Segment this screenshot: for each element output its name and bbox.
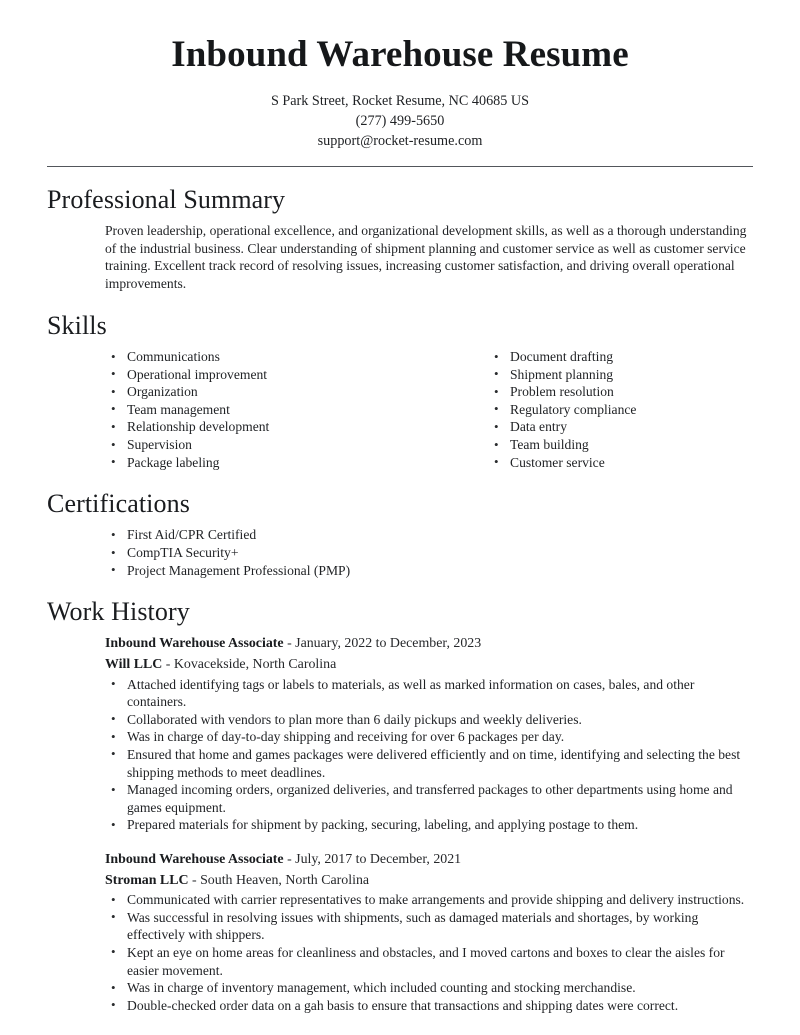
skills-list-right bbox=[488, 348, 753, 471]
section-title-work-history: Work History bbox=[47, 597, 190, 627]
list-item: • First Aid/CPR Certified bbox=[105, 526, 753, 544]
list-item: • Team building bbox=[488, 436, 753, 454]
section-work-history bbox=[47, 596, 753, 1014]
list-item: • Customer service bbox=[488, 454, 753, 472]
summary-text: Proven leadership, operational excellence, and organizational development skills, as well as a thorough understanding of the industrial business. Clear understanding of shipment planning and customer service as well as customer service training. Excellent track record of resolving issues, increasing customer satisfaction, and driving overall operational improvements. bbox=[105, 222, 747, 292]
list-item: • Prepared materials for shipment by packing, securing, labeling, and applying postage to them. bbox=[105, 816, 753, 834]
certifications-body bbox=[47, 526, 753, 579]
list-item: • Kept an eye on home areas for cleanliness and obstacles, and I moved cartons and boxes to clear the aisles for easier movement. bbox=[105, 944, 753, 979]
section-certifications bbox=[47, 488, 753, 579]
job-dates: - July, 2017 to December, 2021 bbox=[287, 851, 462, 867]
list-item: • Communications bbox=[105, 348, 429, 366]
list-item: • Project Management Professional (PMP) bbox=[105, 562, 753, 580]
job-title-line bbox=[105, 850, 753, 871]
certifications-list bbox=[105, 526, 753, 579]
summary-body bbox=[47, 222, 753, 293]
work-history-body bbox=[47, 634, 753, 1014]
job-bullets-list bbox=[105, 891, 753, 1014]
section-skills bbox=[47, 310, 753, 471]
job-company: Will LLC bbox=[105, 657, 163, 673]
list-item: • Organization bbox=[105, 383, 429, 401]
list-item: • Managed incoming orders, organized deliveries, and transferred packages to other departments using home and games equipment. bbox=[105, 781, 753, 816]
job-title: Inbound Warehouse Associate bbox=[105, 636, 284, 652]
section-title-certifications: Certifications bbox=[47, 489, 190, 519]
job-company-line bbox=[105, 655, 753, 676]
list-item: • Problem resolution bbox=[488, 383, 753, 401]
job-bullets-list bbox=[105, 676, 753, 834]
resume-header bbox=[47, 0, 753, 167]
list-item: • Shipment planning bbox=[488, 366, 753, 384]
section-title-summary: Professional Summary bbox=[47, 184, 286, 214]
page-title: Inbound Warehouse Resume bbox=[171, 34, 629, 75]
list-item: • Communicated with carrier representatives to make arrangements and provide shipping and delivery instructions. bbox=[105, 891, 753, 909]
header-divider bbox=[47, 166, 753, 167]
list-item: • Was in charge of inventory management, which included counting and stocking merchandise. bbox=[105, 979, 753, 997]
job-location: - South Heaven, North Carolina bbox=[191, 872, 370, 888]
work-history-entry bbox=[105, 850, 753, 1014]
list-item: • Was successful in resolving issues with shipments, such as damaged materials and shortages, by working effectively with shippers. bbox=[105, 909, 753, 944]
job-title: Inbound Warehouse Associate bbox=[105, 851, 284, 867]
contact-phone: (277) 499-5650 bbox=[355, 112, 445, 129]
job-location: - Kovacekside, North Carolina bbox=[165, 657, 337, 673]
skills-column-left bbox=[105, 348, 429, 471]
job-dates: - January, 2022 to December, 2023 bbox=[287, 636, 482, 652]
list-item: • Double-checked order data on a gah basis to ensure that transactions and shipping dates were correct. bbox=[105, 997, 753, 1015]
skills-list-left bbox=[105, 348, 429, 471]
contact-address: S Park Street, Rocket Resume, NC 40685 US bbox=[270, 92, 530, 109]
list-item: • Regulatory compliance bbox=[488, 401, 753, 419]
job-company: Stroman LLC bbox=[105, 872, 189, 888]
contact-email: support@rocket-resume.com bbox=[317, 132, 483, 149]
list-item: • Package labeling bbox=[105, 454, 429, 472]
list-item: • Operational improvement bbox=[105, 366, 429, 384]
work-history-entry bbox=[105, 634, 753, 834]
job-title-line bbox=[105, 634, 753, 655]
list-item: • Supervision bbox=[105, 436, 429, 454]
list-item: • Data entry bbox=[488, 418, 753, 436]
skills-columns bbox=[47, 348, 753, 471]
list-item: • Relationship development bbox=[105, 418, 429, 436]
list-item: • CompTIA Security+ bbox=[105, 544, 753, 562]
section-title-skills: Skills bbox=[47, 310, 107, 340]
list-item: • Ensured that home and games packages were delivered efficiently and on time, identifying and selecting the best shipping methods to meet deadlines. bbox=[105, 746, 753, 781]
list-item: • Was in charge of day-to-day shipping and receiving for over 6 packages per day. bbox=[105, 728, 753, 746]
job-company-line bbox=[105, 871, 753, 892]
list-item: • Collaborated with vendors to plan more than 6 daily pickups and weekly deliveries. bbox=[105, 711, 753, 729]
list-item: • Team management bbox=[105, 401, 429, 419]
skills-column-right bbox=[429, 348, 753, 471]
list-item: • Document drafting bbox=[488, 348, 753, 366]
section-professional-summary bbox=[47, 184, 753, 293]
list-item: • Attached identifying tags or labels to materials, as well as marked information on cases, bales, and other containers. bbox=[105, 676, 753, 711]
